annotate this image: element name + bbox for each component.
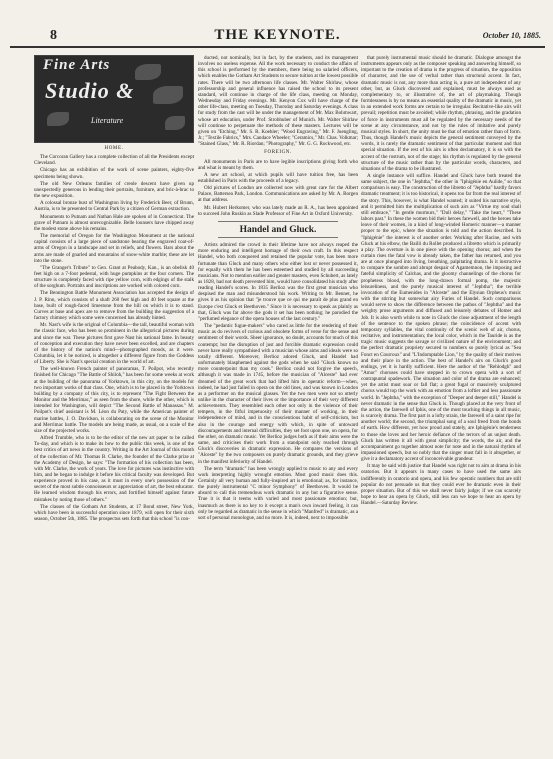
banner-line-1: Fine Arts — [43, 57, 111, 73]
column-1 — [34, 55, 194, 745]
paragraph: The Corcoran Gallery has a complete collection of all the Presidents except Cleveland. — [34, 154, 194, 167]
article-title: Handel and Gluck. — [239, 224, 317, 235]
paragraph: ducted, not nominally, but in fact, by the students, and its management involves no useless expense. All the work necessary to conduct the affairs of this school is performed by the members, there being no salaried officers, which enables the Gotham Art Students to secure tuition at the lowest possible rates. There will be two afternoon life classes. Mr. Walter Shirlaw, whose professorship and general influence has raised the school to its present standard, will continue in charge of the life class, meeting on Monday, Wednesday and Friday evenings. Mr. Kenyon Cox will have charge of the other life-class, meeting on Tuesday, Thursday and Saturday evenings. A class for study from the cast will be under the management of Mr. Max Bohmwart, whose art education, under Prof. Strobhuber of Munich. Mr. Walter Shirlaw will continue to perpetuate the methods of these masters. Lectures will be given on "Etching," Mr. S. R. Koehler; "Wood Engraving," Mr. F. Juengling, Jr.; "Textile Fabrics," Mrs. Candace Wheeler; "Ceramics," Mr. Chas. Volkmar; "Stained Glass," Mr. R. Riordan; "Photography," Mr. G. G. Rockwood, etc. — [198, 55, 358, 148]
paragraph: "The Granger's Tribute" to Gen. Grant at Peabody, Kan., is an obelisk 40 feet high on a 7-foot pedestal, with huge pumpkins at the four corners. The structure is completely faced with ripe yellow corn, with edgings of the stalk of the sorghum. Portraits and inscriptions are worked with colored corn. — [34, 264, 194, 290]
paragraph: The term "dramatic" has been wrongly applied to music to any and every work interpreting highly wrought emotion. Most good music does this. Certainly all very human and fully-inspired art is emotional; as, for instance, the purely instrumental "C minor Symphony" of Beethoven. It would be absurd to call this tremendous work dramatic in any but a figurative sense. True it is that it teems with varied and most passionate emotion; but, inasmuch as there is no key to it except a man's own inward feeling, it can only be regarded as dramatic in the sense in which "Manfred" is dramatic, as a sort of personal monologue, and no more. It is, indeed, next to impossible — [198, 465, 358, 521]
divider — [218, 221, 338, 222]
paragraph: The "pedantic fugue-makers" who cared as little for the rendering of their music as do revivers of curious and obsolete forms of verse for the sense and sentiment of their words. Sheer ignorance, no doubt, accounts for much of this contempt; but the disruption of just and forcible dramatic expression could never have really sympathised with a musician whose aims and ideals were so totally different. Moreover, Berlioz adored Gluck, and Handel had unfortunately blasphemed against the gods when he said "Gluck knows no more counterpoint than my cook." Berlioz could not forgive the speech, although it was made in 1745, before the musician of "Alceste" had ever dreamed of the great work that had lifted him in operatic reform—when, indeed, he had just failed in opera on the old lines, and was known in London as a performer on the musical glasses. Yet the two men were not so utterly unlike in the character of their lives or the importance of their very different achievements. They resembled each other not only in the violence of their tempers, in the fitful impetuosity of their manner of working, in their independence of mind, and in the conscientious habit of self-criticism, but also in the courage and energy with which, in spite of untoward discouragements and internal difficulties, they set foot upon one, on opera, for the other, on dramatic music. Yet Berlioz judges both as if their aims were the same, and criticises their work from a standpoint only reached through Gluck's discoveries in dramatic expression. He compares the versions of "Alceste" by the two composers on purely dramatic grounds, and they grieve in the manifest inferiority of Handel. — [198, 323, 358, 465]
paragraph: Mr. Hubert Herkomer, who was lately made an R. A., has been appointed to succeed John Ruskin as Slade Professor of Fine Art in Oxford University. — [198, 204, 358, 217]
page-header — [10, 26, 545, 48]
paragraph: The Bennington Battle Monument Association has accepted the design of J. P. Rinn, which consists of a shaft 260 feet high and 40 feet square at the base, built of rough-faced limestone from the hill on which it is to stand. Curves at base and apex are to remove from the building the suggestion of a factory chimney which some were concerned has already hinted. — [34, 290, 194, 322]
paragraph: It may be said with justice that Handel was right not to aim at drama in his oratorios. But it appears in many cases to have used the same airs indifferently in oratorio and opera, and his few operatic numbers that are still popular do not persuade us that they could ever be dramatic even in their proper situation. But of this we shall never fairly judge; if we can scarcely hope to hear an opera by Gluck, still less can we hope to hear an opera by Handel.—Saturday Review. — [361, 463, 521, 507]
paragraph: A single instance will suffice. Handel and Gluck have both treated the same subject, the one in "Jephtha," the other in "Iphigénie en Aulide," so that comparison is easy. The construction of the libretto of "Jephtha" hardly favors dramatic treatment; it is too historical, it opens too far from the real interest of the story. This, however, is what Handel wanted; it suited his narrative style, and it permitted him the multiplication of such airs as "Virtue my soul shall still embrace," "In gentle murmurs," "Dull delay," "Take the heart," "These labors past." In these the women bid their heroes farewell, and the heroes take leave of their women, in a kind of long-winded Homeric manner—a manner proper to the epic, where the situation is told and the action described. In "Iphigénie" the interest is of another order. Working after Racine, and with Gluck at his elbow, the Bailli du Rollet produced a libretto which is primarily a play. The overture is in one piece with the opening chorus; and when the curtain rises the fatal vow is already taken, the father has returned, and you are at once plunged into living, breathing, palpitating drama. Is it instructive to compare the sombre and abrupt despair of Agamemnon, the imposing and fateful simplicity of Calchas, and the gloomy channelings of the chorus for prophetess blood, with the long-drawn formal pomp, the majestic leisureliness, and the purely musical interest of "Jephtha"; the terrible invocation of the Eumenides in "Alceste" and the Elysian Orpheus's music with the stirring but somewhat airy Furies of Handel. Such comparisons would serve to show the difference between the pathos of "Jephtha" and the weighty prose arguments and diffused and leisurely debates of Homer and Job. It is also worth while to note in Gluck the close adjustment of the length of the sentence to the spoken phrase; the coincidence of accent with temporary syllables, the vital continuity of the scenic web of air, chorus, recitative, and instrumentation; the local color, which in the Tauride is as the tragic music suggests the savage or civilized nature of the environment; and the perfect dramatic propriety secured to numbers so purely lyrical as "Sea Fonct en Courroux" and "L'Indomptable Lion," by the quality of their motives and their place in the action. The best of Handel's airs on Gluck's good endings, yet it is hardly sufficient. Here the author of the "Rehlodgh" and "Amor" choruses could have stepped in to crown opera with a sort of contrapuntal spadework. The situation and color of the drama are enhanced; yet the artist must soar or fall flat; a great fugal or massively sculptured chorus would top the work with an emotion from a loftier and less passionate world. In "Jephtha," with the exception of "Deeper and deeper still," Handel is never dramatic in the sense that Gluck is. Though placed at the very front of the action, the farewell of Iphis, one of the most touching things in all music, is scarcely drama. The first part is a lofty strain, the farewell of a saint ripe for another world; the second, the triumphal song of a soul freed from the bonds of earth. How different, yet how proud and stately, are Iphigénie's tenderness to those she loves and her heroic defiance of the terrors of an unjust death. Gluck has written it all with great simplicity; the words, the air, and the accompaniment go together almost note for note and in the natural rhythm of impassioned speech, but so nobly that the singer must fall in it altogether, or give it a declamatory accent of inconceivable grandeur. — [361, 172, 521, 463]
issue-date: October 10, 1885. — [482, 31, 541, 40]
paragraph: that purely instrumental music should be dramatic. Dialogue amongst the instruments appears only as the composer speaking and answering himself, so important to the creation of drama is the progress of situation, the opposition of character, and the use of verbal rather than structural accent. In fact, dramatic music is not, any more than acting is, a pure art independent of any other, but, as Gluck discovered and explained, must be always used as complementary to, or illustrative of, the art of playmaking. Though formlessness is by no means an essential quality of the dramatic in music, yet in an extended work forms are certain to be irregular. Recitative-like airs will prevail; repetition must be avoided; while rhythm, phrasing, and the gradation of force in instruments must all be regulated by the necessary needs of the scene at any circumstance, and not by the rules of imitative and purely musical styles. In short, the unity must be that of emotion rather than of form. Thus, though Handel's music depicts the general sentiment conveyed by the words, it is rarely the dramatic sentiment of that particular moment and that special situation. If the rest of his airs is often declamatory, it is so with the accent of the rostrum, not of the stage; his rhythm is regulated by the general structure of the music rather than by the particular words, characters, and situations of the drama to be illustrated. — [361, 55, 521, 172]
page-number: 8 — [50, 28, 57, 43]
paragraph: Mr. Nast's wife is the original of Columbia—the tall, beautiful woman with the classic face, who has been so prominent in the allegorical pictures during and since the war. These pictures first gave Nast his national fame. In beauty of conception and execution they have never been excelled, and are chapters of the history of the nation's mind—photographed moods, as it were. Columbia, let it be noticed, is altogether a different figure from the Goddess of Liberty. She is Nast's special creation in the world of art. — [34, 322, 194, 366]
paragraph: Artists admired the crowd in their lifetime have not always reaped the more enduring and intelligent homage of their own craft. In this respect Handel, who both conquered and retained the popular vote, has been more fortunate than Gluck and many others who either lost or never possessed it, for equally with them he has been esteemed and studied by all succeeding musicians. Not to mention earlier and greater masters, even Schubert, as lately as 1828, had not death prevented him, would have consolidated his study after reading Handel's scores. In 1835 Berlioz was the first great musician who despised the man and misunderstood his work. Writing to Mr. Bennet, he gives it as his opinion that "je trouve que ce qui me paraît de plus grand en Europe c'est Gluck et Beethoven." Since it is necessary to speak as plainly as that, Gluck was far above the gods it set has been nothing; he parodied the "perfumed elegance of the opera houses of the last century." — [198, 242, 358, 322]
paragraph: Chicago has an exhibition of the work of scene painters, eighty-five specimens being shown. — [34, 167, 194, 180]
banner-line-2: Studio & — [45, 78, 135, 103]
paragraph: The memorial of Oregon for the Washington Monument at the national capital consists of a large piece of sandstone bearing the engraved coat-of-arms of Oregon in a landscape and set in reliefs, and flowers. Bars about the arms are made of gnarled and mountains of snow-white marble; these are let into the stone. — [34, 233, 194, 264]
paragraph: Alfred Trumble, who is to be the editor of the new art paper to be called To-day, and which is to make its bow to the public this week, is one of the best critics of art news in the country. Writing in the Art Journal of this month of the collection of Mr. Thomas B. Clarke, the founder of the Clarke prize at the Academy of Design, he says: "The formation of his collection has been, with Mr. Clarke, the work of years. The love for pictures was instinctive with him, and he began to indulge it before his critical faculty was developed. But experience proved in his case, as it must in every one's possession of the secret of the most subtle connoisseurs or appreciation of art, the best educator. He learned wisdom through his errors, and fortified himself against future mistakes by noting those of others." — [34, 435, 194, 503]
paragraph: Old pictures of London are collected now with great care for the Albert Palace, Battersea Park, London. Communications are asked by Mr. A. Borgen at that address. — [198, 185, 358, 204]
banner-line-3: Literature — [91, 116, 124, 125]
column-3 — [361, 55, 521, 745]
paragraph: All monuments in Paris are to have legible inscriptions giving forth who and what is meant by them. — [198, 158, 358, 171]
paragraph: The well-known French painter of panoramas, T. Poilpot, who recently finished for Chicago "The Battle of Shiloh," has been for some weeks at work at the building of the panorama of Yorktown, in this city, on the models for two important works of that class. One, which is to be placed in the Yorktown building by a company of this city, is to represent "The Fight Between the Monitor and the Merrimac," as seen from the shore, while the other, which is intended for Washington, will depict "The Second Battle of Manassas." M. Poilpot's chief assistant is M. Léon du Paty, while the American painter of marine battles, J. O. Davidson, is collaborating on the scene of the Monitor and Merrimac battle. The models are being made, as usual, on a scale of the size of the projected works. — [34, 366, 194, 434]
section-heading-home: HOME. — [104, 146, 124, 151]
paragraph: A new art school, at which pupils will have tuition free, has been established in Paris with the proceeds of a legacy. — [198, 171, 358, 184]
paragraph: The old New Orleans families of creole descent have given up unexpectedly generous in lending their portraits, furniture, and bric-à-brac to the new exposition. — [34, 180, 194, 200]
section-banner — [34, 55, 194, 143]
section-heading-foreign: FOREIGN. — [264, 150, 292, 156]
paragraph: Monuments to Putnam and Nathan Hale are spoken of in Connecticut. The grave of Putnam is almost unrecognizable. Belle lounsers have chipped away the modest stone above his remains. — [34, 213, 194, 232]
divider — [218, 237, 338, 238]
column-2 — [198, 55, 358, 745]
paragraph: The classes of the Gotham Art Students, at 17 Bond street, New York, which have been in successful operation since 1879, will open for their sixth season, October 5th, 1885. The prospectus sets forth that this school "is con- — [34, 503, 194, 523]
publication-title: THE KEYNOTE. — [214, 27, 341, 43]
paragraph: A colossal bronze bust of Washington living by Frederick Beer, of Brunn, Austria, is to be presented to Central Park by a citizen of German extraction. — [34, 200, 194, 213]
